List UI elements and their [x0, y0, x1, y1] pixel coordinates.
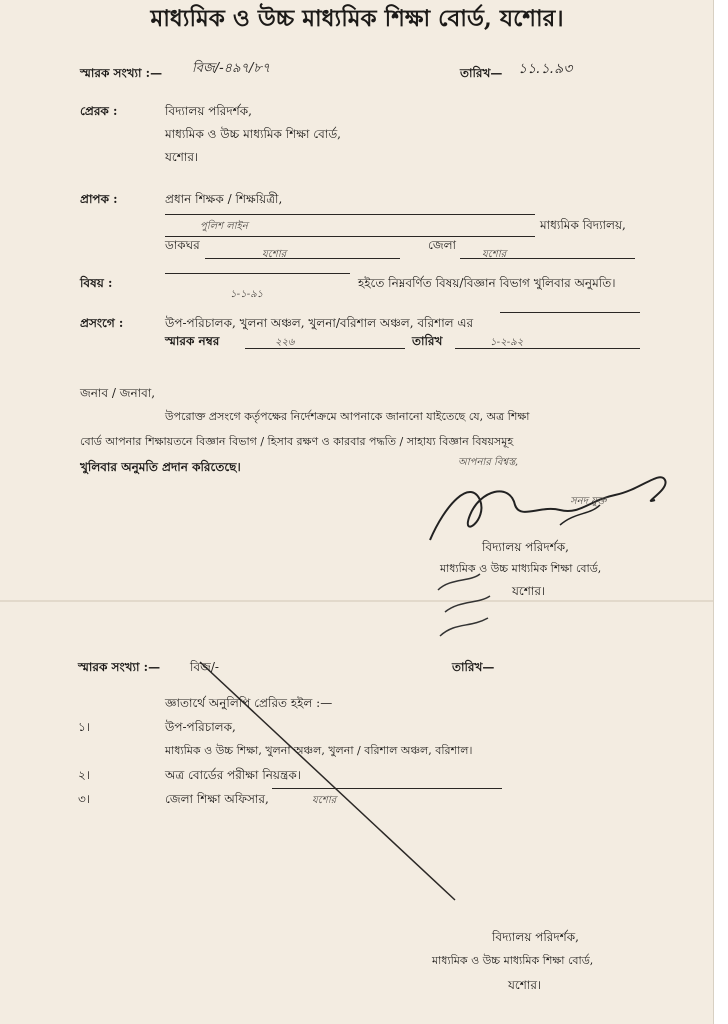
- memo-ref-value: বিজ/-৪৯৭/৮৭: [192, 61, 271, 76]
- footer-signature-title: বিদ্যালয় পরিদর্শক,: [492, 930, 579, 944]
- copy-item-1-text: উপ-পরিচালক,: [165, 720, 236, 734]
- copy-item-3-value: যশোর: [312, 795, 337, 806]
- body-line-2: বোর্ড আপনার শিক্ষায়তনে বিজ্ঞান বিভাগ / হিসাব রক্ষণ ও কারবার পদ্ধতি / সাহায্য বিজ্ঞান বিষয়সমূহ: [80, 435, 514, 448]
- salutation: জনাব / জনাবা,: [80, 386, 156, 400]
- memo-date-value: ১১.১.৯৩: [518, 61, 573, 77]
- body-line-3: খুলিবার অনুমতি প্রদান করিতেছে।: [80, 460, 241, 474]
- rule: [272, 788, 502, 789]
- copy-item-1-num: ১।: [78, 720, 91, 734]
- reference-memo-value: ২২৬: [275, 337, 295, 348]
- closing: আপনার বিশ্বস্ত,: [458, 457, 519, 468]
- board-title: মাধ্যমিক ও উচ্চ মাধ্যমিক শিক্ষা বোর্ড, যশোর।: [150, 5, 564, 32]
- post-office-label: ডাকঘর: [165, 238, 200, 252]
- copy-ref-value: বিজ/-: [190, 660, 219, 674]
- copy-heading: জ্ঞাতার্থে অনুলিপি প্রেরিত হইল :—: [165, 696, 333, 710]
- district-value: যশোর: [482, 249, 507, 260]
- subject-from-date: ১-১-৯১: [230, 289, 264, 300]
- school-name: পুলিশ লাইন: [200, 221, 248, 232]
- district-label: জেলা: [428, 238, 457, 252]
- signature-org: মাধ্যমিক ও উচ্চ মাধ্যমিক শিক্ষা বোর্ড,: [440, 562, 602, 575]
- memo-ref-label: স্মারক সংখ্যা :—: [80, 66, 163, 80]
- footer-signature-place: যশোর।: [508, 978, 542, 992]
- copy-item-1-text2: মাধ্যমিক ও উচ্চ শিক্ষা, খুলনা অঞ্চল, খুলনা / বরিশাল অঞ্চল, বরিশাল।: [165, 744, 473, 757]
- signature-title: বিদ্যালয় পরিদর্শক,: [482, 540, 569, 554]
- signature-note: সনদ যুক্ত: [570, 496, 607, 507]
- recipient-label: প্রাপক :: [80, 192, 118, 206]
- copy-ref-label: স্মারক সংখ্যা :—: [78, 660, 161, 674]
- school-suffix: মাধ্যমিক বিদ্যালয়,: [540, 218, 626, 232]
- copy-item-3-num: ৩।: [78, 792, 91, 806]
- copy-item-3-text: জেলা শিক্ষা অফিসার,: [165, 792, 269, 806]
- footer-signature-org: মাধ্যমিক ও উচ্চ মাধ্যমিক শিক্ষা বোর্ড,: [432, 954, 594, 967]
- subject-label: বিষয় :: [80, 276, 113, 290]
- recipient-line-1: প্রধান শিক্ষক / শিক্ষয়িত্রী,: [165, 192, 283, 206]
- post-office-value: যশোর: [262, 249, 287, 260]
- copy-item-2-text: অত্র বোর্ডের পরীক্ষা নিয়ন্ত্রক।: [165, 768, 302, 782]
- reference-date-label: তারিখ: [412, 334, 443, 348]
- reference-date-value: ১-২-৯২: [490, 337, 524, 348]
- copy-item-2-num: ২।: [78, 768, 91, 782]
- subject-text: হইতে নিম্নবর্ণিত বিষয়/বিজ্ঞান বিভাগ খুলিবার অনুমতি।: [358, 276, 616, 290]
- body-line-1: উপরোক্ত প্রসংগে কর্তৃপক্ষের নির্দেশক্রমে আপনাকে জানানো যাইতেছে যে, অত্র শিক্ষা: [165, 410, 530, 423]
- reference-label: প্রসংগে :: [80, 316, 124, 330]
- sender-line-1: বিদ্যালয় পরিদর্শক,: [165, 104, 252, 118]
- sender-line-2: মাধ্যমিক ও উচ্চ মাধ্যমিক শিক্ষা বোর্ড,: [165, 127, 341, 141]
- copy-date-label: তারিখ—: [452, 660, 495, 674]
- signature-place: যশোর।: [512, 584, 546, 598]
- memo-date-label: তারিখ—: [460, 66, 503, 80]
- reference-text: উপ-পরিচালক, খুলনা অঞ্চল, খুলনা/বরিশাল অঞ্চল, বরিশাল এর: [165, 316, 474, 330]
- sender-line-3: যশোর।: [165, 150, 199, 164]
- sender-label: প্রেরক :: [80, 104, 118, 118]
- reference-memo-label: স্মারক নম্বর: [165, 334, 220, 348]
